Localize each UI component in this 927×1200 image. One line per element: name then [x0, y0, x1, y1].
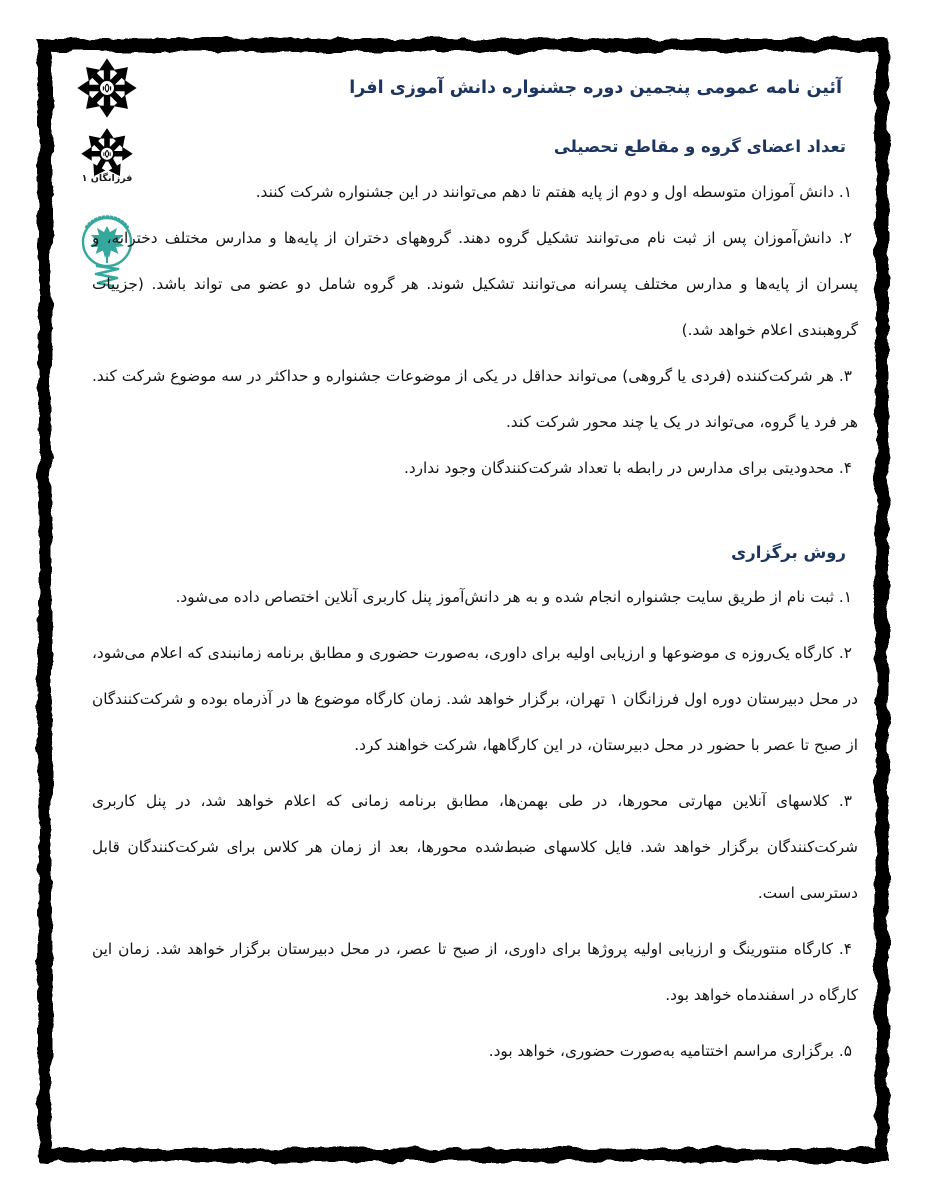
content-area	[92, 50, 858, 1084]
section-procedure	[92, 574, 858, 1074]
list-item: ۳. کلاسهای آنلاین مهارتی محورها، در طی بهمن‌ها، مطابق برنامه زمانی که اعلام خواهد شد، در پنل کاربری شرکت‌کنندگان برگزار خواهد شد. فایل کلاسهای ضبط‌شده محورها، بعد از زمان هر کلاس برای شرکت‌کنندگان قابل دسترسی است.	[92, 791, 858, 902]
list-item: ۲. کارگاه یک‌روزه ی موضوعها و ارزیابی اولیه برای داوری، به‌صورت حضوری و مطابق برنامه زمانبندی که اعلام می‌شود، در محل دبیرستان دوره اول فرزانگان ۱ تهران، برگزار خواهد شد. زمان کارگاه موضوع ها در آذرماه بوده و شرکت‌کنندگان از صبح تا عصر با حضور در محل دبیرستان، در این کارگاهها، شرکت خواهند کرد.	[92, 643, 858, 754]
section-heading-group-members: تعداد اعضای گروه و مقاطع تحصیلی	[553, 136, 846, 156]
farzanegan-caption: فرزانگان ۱	[81, 173, 133, 184]
list-item: ۵. برگزاری مراسم اختتامیه به‌صورت حضوری، خواهد بود.	[488, 1041, 852, 1060]
list-item: ۱. دانش آموزان متوسطه اول و دوم از پایه هفتم تا دهم می‌توانند در این جشنواره شرکت کنند.	[255, 182, 852, 201]
list-item: ۳. هر شرکت‌کننده (فردی یا گروهی) می‌تواند حداقل در یکی از موضوعات جشنواره و حداکثر در سه موضوع شرکت کند. هر فرد یا گروه، می‌تواند در یک یا چند محور شرکت کند.	[92, 366, 858, 431]
list-item: ۴. کارگاه منتورینگ و ارزیابی اولیه پروژها برای داوری، از صبح تا عصر، در محل دبیرستان برگزار خواهد شد. زمان این کارگاه در اسفندماه خواهد بود.	[92, 939, 858, 1004]
list-item: ۱. ثبت نام از طریق سایت جشنواره انجام شده و به هر دانش‌آموز پنل کاربری آنلاین اختصاص داده می‌شود.	[175, 587, 852, 606]
list-item: ۲. دانش‌آموزان پس از ثبت نام می‌توانند تشکیل گروه دهند. گروههای دختران از پایه‌ها و مدارس مختلف دخترانه، و پسران از پایه‌ها و مدارس مختلف پسرانه می‌توانند تشکیل شوند. هر گروه شامل دو عضو می تواند باشد. (جزییات گروهبندی اعلام خواهد شد.)	[92, 228, 858, 339]
list-item: ۴. محدودیتی برای مدارس در رابطه با تعداد شرکت‌کنندگان وجود ندارد.	[403, 458, 852, 477]
section-group-members	[92, 169, 858, 491]
page-title: آئین نامه عمومی پنجمین دوره جشنواره دانش آموزی افرا	[349, 78, 842, 98]
section-heading-procedure: روش برگزاری	[731, 542, 846, 562]
